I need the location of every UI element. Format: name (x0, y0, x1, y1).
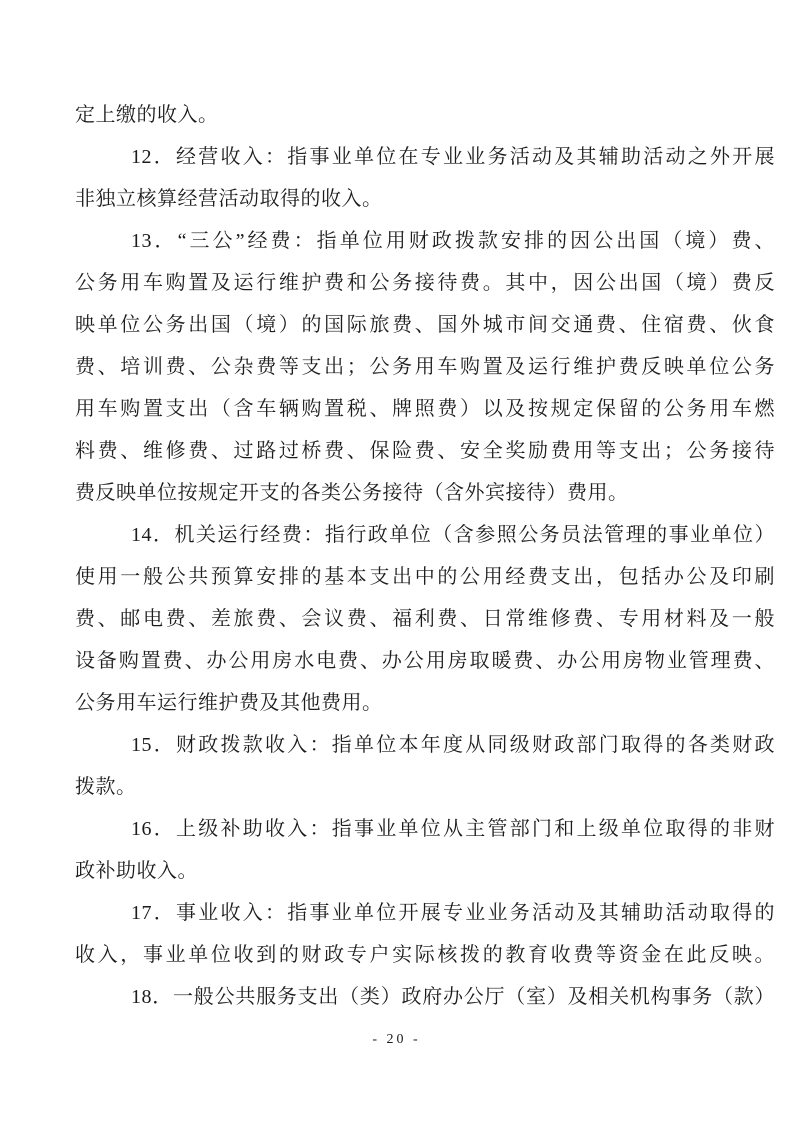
text-line: 17．事业收入：指事业单位开展专业业务活动及其辅助活动取得的 (131, 902, 775, 924)
text-line: 使用一般公共预算安排的基本支出中的公用经费支出，包括办公及印刷 (75, 566, 775, 588)
text-line: 公务用车购置及运行维护费和公务接待费。其中，因公出国（境）费反 (75, 272, 775, 294)
text-line: 费、培训费、公杂费等支出；公务用车购置及运行维护费反映单位公务 (75, 356, 775, 378)
text-line: 拨款。 (75, 776, 137, 798)
text-line: 14．机关运行经费：指行政单位（含参照公务员法管理的事业单位） (131, 524, 775, 546)
text-block (75, 94, 775, 1018)
text-line: 13．“三公”经费：指单位用财政拨款安排的因公出国（境）费、 (131, 230, 775, 252)
text-line: 定上缴的收入。 (75, 104, 219, 126)
page-footer (0, 1030, 793, 1048)
text-line: 15．财政拨款收入：指单位本年度从同级财政部门取得的各类财政 (131, 734, 775, 756)
text-line: 公务用车运行维护费及其他费用。 (75, 692, 383, 714)
text-line: 料费、维修费、过路过桥费、保险费、安全奖励费用等支出；公务接待 (75, 440, 775, 462)
text-line: 费、邮电费、差旅费、会议费、福利费、日常维修费、专用材料及一般 (75, 608, 775, 630)
text-line: 设备购置费、办公用房水电费、办公用房取暖费、办公用房物业管理费、 (75, 650, 775, 672)
text-line: 非独立核算经营活动取得的收入。 (75, 188, 383, 210)
text-line: 12．经营收入：指事业单位在专业业务活动及其辅助活动之外开展 (131, 146, 775, 168)
text-line: 费反映单位按规定开支的各类公务接待（含外宾接待）费用。 (75, 482, 629, 504)
text-line: 映单位公务出国（境）的国际旅费、国外城市间交通费、住宿费、伙食 (75, 314, 775, 336)
text-line: 18．一般公共服务支出（类）政府办公厅（室）及相关机构事务（款） (131, 986, 775, 1008)
text-line: 政补助收入。 (75, 860, 198, 882)
text-line: 用车购置支出（含车辆购置税、牌照费）以及按规定保留的公务用车燃 (75, 398, 775, 420)
page-number: - 20 - (372, 1032, 421, 1047)
text-line: 收入，事业单位收到的财政专户实际核拨的教育收费等资金在此反映。 (75, 944, 775, 966)
text-line: 16．上级补助收入：指事业单位从主管部门和上级单位取得的非财 (131, 818, 775, 840)
